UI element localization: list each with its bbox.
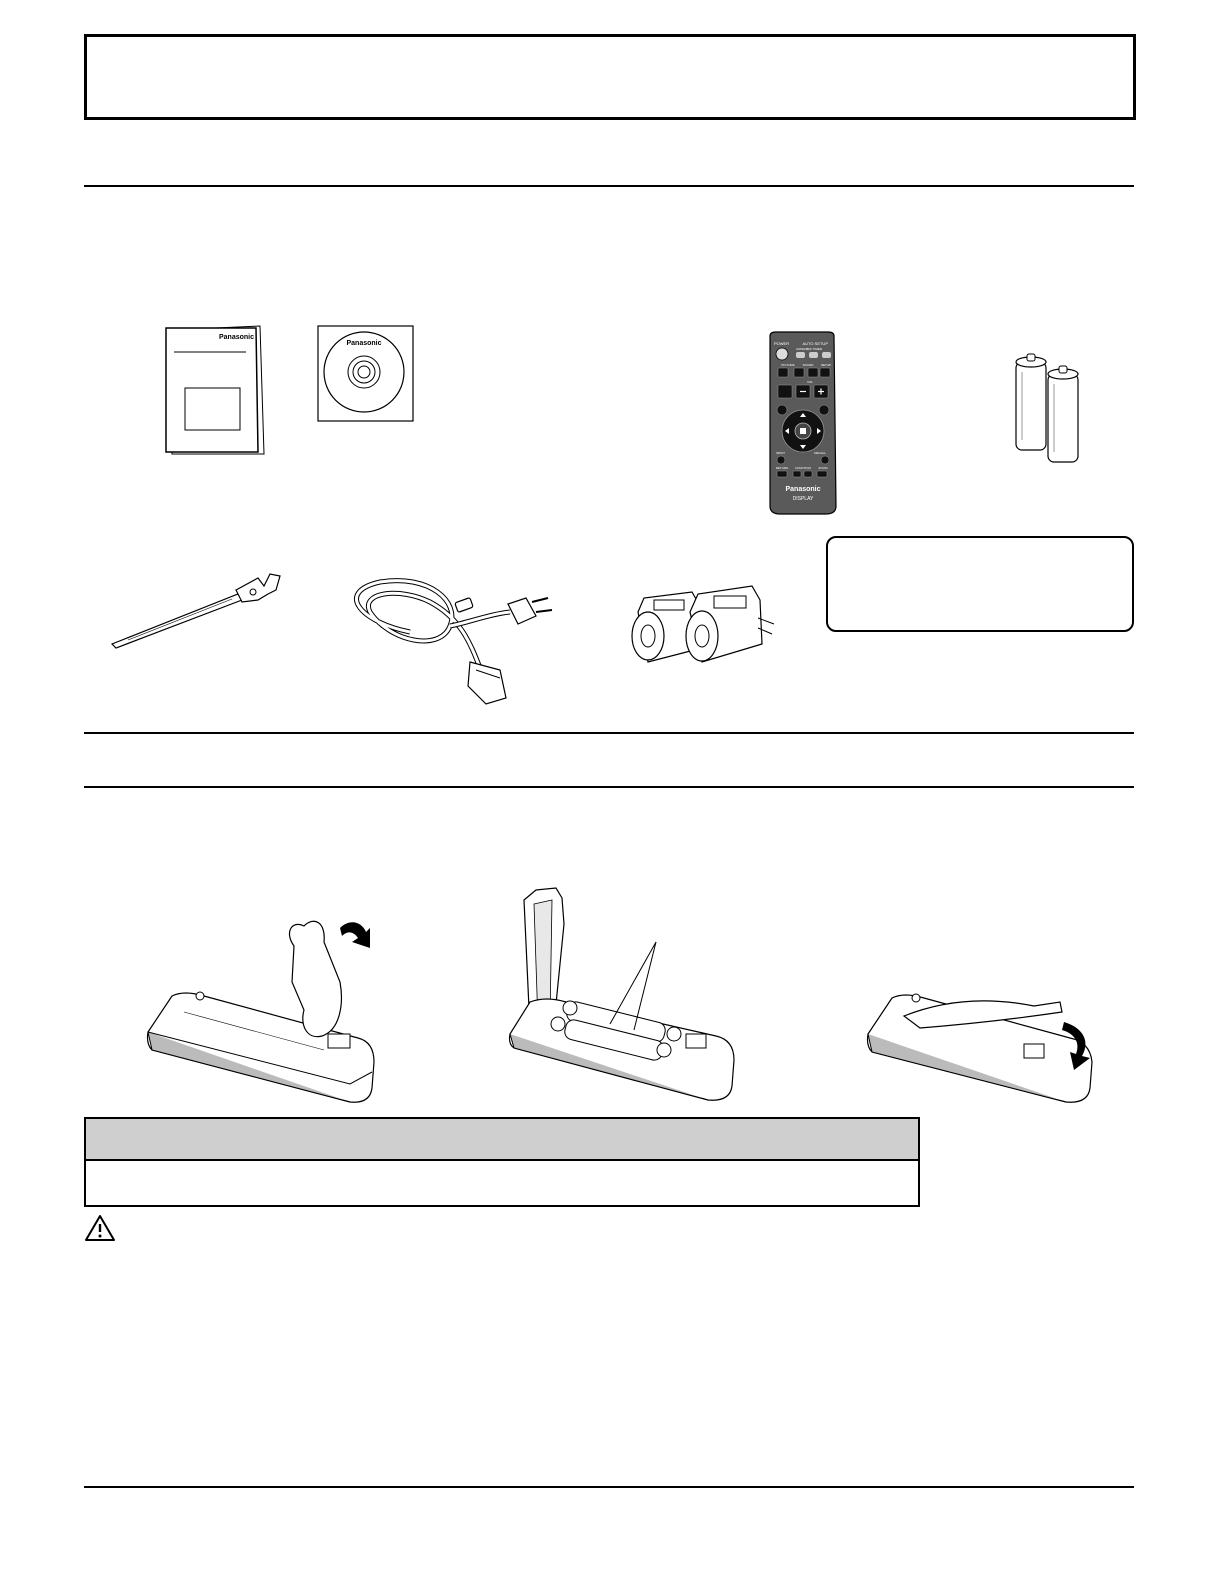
svg-text:AUTO SETUP: AUTO SETUP [802,341,828,346]
page-footer-rule [84,1486,1134,1488]
svg-text:INPUT: INPUT [776,451,785,455]
warning-triangle-icon [84,1214,116,1242]
cd-rom-illustration [316,324,416,424]
ferrite-cores-illustration [628,578,784,672]
step1-open-cover-illustration [144,912,380,1108]
svg-text:ASPECT: ASPECT [795,347,809,351]
battery-table-row [84,1160,920,1207]
cd-brand-logo: Panasonic [346,340,382,347]
remote-brand-logo: Panasonic [785,486,821,493]
manual-brand-logo: Panasonic [218,334,254,341]
svg-text:FUNCTION: FUNCTION [795,466,811,470]
battery-table-header [84,1117,920,1160]
remote-model-label: DISPLAY [792,496,814,502]
svg-text:POWER: POWER [774,341,790,346]
cable-tie-illustration [108,568,288,652]
section-divider-battery-install [84,786,1134,788]
page-title-box [84,34,1136,120]
svg-text:ZOOM: ZOOM [818,466,828,470]
svg-text:OFF TIMER: OFF TIMER [805,347,823,351]
svg-text:PICTURE: PICTURE [781,363,795,367]
remote-control-illustration [764,330,844,516]
section-divider-batteries [84,732,1134,734]
svg-text:SETUP: SETUP [820,363,832,367]
batteries-illustration [1008,350,1098,470]
svg-text:RECALL: RECALL [814,451,826,455]
step3-close-cover-illustration [864,982,1096,1108]
accessory-note-box [826,536,1134,632]
ac-cord-illustration [340,572,560,708]
svg-text:VOL: VOL [806,380,814,384]
section-divider-accessories [84,185,1134,187]
step2-insert-batteries-illustration [506,884,742,1108]
operating-instructions-booklet-illustration [160,322,270,458]
svg-text:SOUND: SOUND [802,363,814,367]
svg-text:RETURN: RETURN [775,466,789,470]
